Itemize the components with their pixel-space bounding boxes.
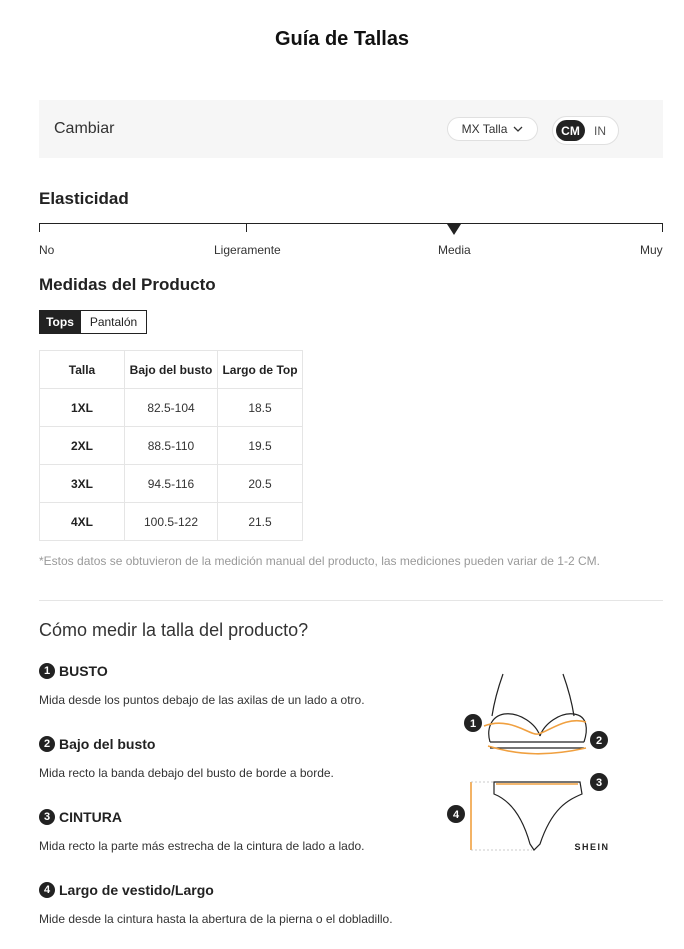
elasticity-tick [662, 223, 663, 232]
marker-2-label: 2 [595, 735, 603, 747]
measure-item-bajo-busto [39, 736, 399, 781]
elasticity-title: Elasticidad [39, 189, 129, 208]
elasticity-scale-line [39, 223, 663, 224]
section-divider [39, 600, 663, 601]
tab-tops[interactable]: Tops [39, 310, 81, 334]
underbust-cell: 82.5-104 [125, 389, 218, 427]
bikini-measurement-illustration [440, 668, 630, 858]
elasticity-label-no: No [39, 243, 55, 257]
length-cell: 19.5 [218, 427, 303, 465]
bikini-bottom-drawing [494, 782, 582, 850]
elasticity-label-media: Media [438, 243, 471, 257]
column-header: Largo de Top [218, 351, 303, 389]
unit-toggle [552, 116, 619, 145]
length-cell: 18.5 [218, 389, 303, 427]
number-3-icon: 3 [39, 809, 55, 825]
unit-cm-button[interactable]: CM [556, 120, 585, 141]
tab-pantalon[interactable]: Pantalón [81, 310, 147, 334]
size-cell: 4XL [40, 503, 125, 541]
elasticity-label-muy: Muy [640, 243, 663, 257]
size-system-value: MX Talla [461, 122, 508, 136]
measure-item-largo [39, 882, 399, 927]
unit-in-button[interactable]: IN [594, 123, 606, 138]
table-header-row [40, 351, 303, 389]
number-4-icon: 4 [39, 882, 55, 898]
size-system-select[interactable] [447, 117, 538, 141]
product-tabs [39, 310, 147, 334]
size-cell: 3XL [40, 465, 125, 503]
measure-item-description: Mida recto la parte más estrecha de la cintura de lado a lado. [39, 839, 365, 853]
elasticity-marker [447, 224, 461, 235]
underbust-cell: 94.5-116 [125, 465, 218, 503]
marker-2-icon [590, 731, 608, 749]
unit-switch-bar [39, 100, 663, 158]
number-1-icon: 1 [39, 663, 55, 679]
measure-item-description: Mide desde la cintura hasta la abertura de la pierna o el dobladillo. [39, 912, 393, 926]
underbust-measure-line [488, 746, 586, 754]
underbust-cell: 100.5-122 [125, 503, 218, 541]
measure-item-title: CINTURA [59, 809, 122, 825]
size-cell: 1XL [40, 389, 125, 427]
column-header: Talla [40, 351, 125, 389]
length-cell: 21.5 [218, 503, 303, 541]
brand-logo: SHEIN [574, 842, 610, 852]
underbust-cell: 88.5-110 [125, 427, 218, 465]
length-cell: 20.5 [218, 465, 303, 503]
table-row [40, 503, 303, 541]
marker-1-label: 1 [469, 718, 477, 730]
table-row [40, 427, 303, 465]
measure-item-title: BUSTO [59, 663, 108, 679]
measurement-note: *Estos datos se obtuvieron de la medición manual del producto, las mediciones pueden variar de 1-2 CM. [39, 554, 600, 568]
table-row [40, 465, 303, 503]
measure-item-title: Largo de vestido/Largo [59, 882, 214, 898]
elasticity-label-ligeramente: Ligeramente [214, 243, 281, 257]
marker-3-icon [590, 773, 608, 791]
how-to-measure-title: Cómo medir la talla del producto? [39, 620, 309, 640]
measure-item-title: Bajo del busto [59, 736, 156, 752]
chevron-down-icon [513, 124, 523, 134]
marker-4-icon [447, 805, 465, 823]
measure-item-description: Mida desde los puntos debajo de las axilas de un lado a otro. [39, 693, 365, 707]
marker-3-label: 3 [595, 777, 603, 789]
switch-label: Cambiar [54, 120, 115, 137]
marker-1-icon [464, 714, 482, 732]
page-title: Guía de Tallas [274, 28, 410, 50]
size-cell: 2XL [40, 427, 125, 465]
measure-item-cintura [39, 809, 399, 854]
elasticity-tick [246, 223, 247, 232]
marker-4-label: 4 [452, 809, 460, 821]
size-table [39, 350, 303, 541]
measure-item-description: Mida recto la banda debajo del busto de borde a borde. [39, 766, 334, 780]
elasticity-tick [39, 223, 40, 232]
measure-item-busto [39, 663, 399, 708]
table-row [40, 389, 303, 427]
measurements-title: Medidas del Producto [39, 275, 216, 294]
number-2-icon: 2 [39, 736, 55, 752]
bikini-top-drawing [489, 674, 587, 748]
column-header: Bajo del busto [125, 351, 218, 389]
